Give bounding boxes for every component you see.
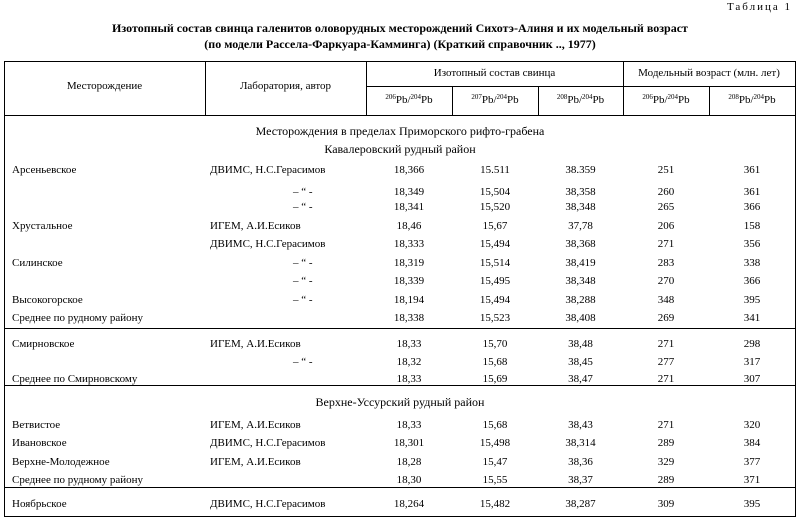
cell-r84: 38,43 (568, 419, 593, 431)
cell-r64: 18,28 (396, 456, 422, 468)
cell-r74: 15,67 (482, 220, 508, 232)
cell-a84: 371 (743, 474, 761, 486)
section-primorsky: Месторождения в пределах Приморского рифто-грабена (255, 124, 545, 138)
cell-r74: 15,68 (482, 356, 508, 368)
cell-lab: – “ - (293, 356, 313, 368)
cell-a64: 329 (657, 456, 675, 468)
cell-a84: 307 (743, 373, 761, 385)
header-lab: Лаборатория, автор (239, 80, 332, 92)
cell-a64: 265 (657, 201, 675, 213)
cell-r64: 18,319 (393, 257, 425, 269)
cell-r64: 18,194 (393, 294, 425, 306)
cell-r74: 15,482 (479, 498, 511, 510)
cell-r74: 15,494 (479, 294, 511, 306)
cell-lab: ДВИМС, Н.С.Герасимов (210, 498, 326, 510)
cell-a84: 377 (743, 456, 761, 468)
cell-lab: – “ - (293, 294, 313, 306)
cell-r74: 15,494 (479, 238, 511, 250)
header-pb208-204: $^{208}$Pb/$^{204}$Pb (556, 93, 605, 106)
cell-r64: 18,349 (393, 186, 425, 198)
header-isotope-group: Изотопный состав свинца (433, 67, 556, 79)
cell-a84: 361 (743, 186, 761, 198)
cell-r84: 38,348 (565, 201, 596, 213)
cell-a84: 317 (743, 356, 761, 368)
cell-r74: 15,523 (479, 312, 511, 324)
cell-lab: – “ - (293, 201, 313, 213)
cell-a64: 269 (657, 312, 675, 324)
cell-r84: 38,348 (565, 275, 596, 287)
cell-a84: 338 (743, 257, 761, 269)
cell-deposit: Среднее по Смирновскому (12, 373, 138, 385)
cell-a64: 271 (657, 238, 675, 250)
cell-a64: 309 (657, 498, 675, 510)
cell-a64: 271 (657, 338, 675, 350)
table-number-label: Таблица 1 (726, 1, 792, 13)
cell-a84: 356 (743, 238, 761, 250)
cell-r84: 38,37 (568, 474, 593, 486)
header-pb206-204: $^{206}$Pb/$^{204}$Pb (385, 93, 433, 106)
header-pb207-204: $^{207}$Pb/$^{204}$Pb (471, 93, 519, 106)
cell-r74: 15,520 (479, 201, 511, 213)
table-title: Изотопный состав свинца галенитов оловорудных месторождений Сихотэ-Алиня и их модельный возраст (112, 21, 688, 35)
cell-r74: 15,69 (482, 373, 508, 385)
cell-r74: 15,68 (482, 419, 508, 431)
table-bottom-border (4, 516, 796, 517)
cell-r64: 18,46 (396, 220, 422, 232)
section-kavalerovsky: Кавалеровский рудный район (324, 142, 476, 156)
cell-deposit: Хрустальное (12, 220, 73, 232)
cell-deposit: Среднее по рудному району (12, 474, 144, 486)
cell-r84: 38,368 (565, 238, 596, 250)
cell-a64: 251 (657, 164, 675, 176)
header-group-divider (366, 86, 796, 87)
cell-a64: 260 (657, 186, 675, 198)
cell-r64: 18,33 (396, 373, 422, 385)
cell-deposit: Силинское (12, 257, 63, 269)
cell-deposit: Смирновское (12, 338, 75, 350)
cell-lab: ИГЕМ, А.И.Есиков (210, 419, 301, 431)
cell-a84: 320 (743, 419, 761, 431)
cell-r64: 18,33 (396, 419, 422, 431)
cell-r74: 15,504 (479, 186, 511, 198)
cell-a84: 361 (743, 164, 761, 176)
cell-r64: 18,32 (396, 356, 422, 368)
cell-r64: 18,338 (393, 312, 425, 324)
cell-lab: ДВИМС, Н.С.Герасимов (210, 164, 326, 176)
cell-r84: 38,408 (565, 312, 596, 324)
cell-a84: 158 (743, 220, 761, 232)
group-divider-1 (4, 328, 796, 329)
header-age-206-204: $^{206}$Pb/$^{204}$Pb (642, 93, 690, 106)
section-verkhne-ussuriysky: Верхне-Уссурский рудный район (315, 395, 485, 409)
cell-r64: 18,301 (393, 437, 425, 449)
cell-r74: 15,495 (479, 275, 511, 287)
cell-a64: 277 (657, 356, 675, 368)
header-age-208-204: $^{208}$Pb/$^{204}$Pb (728, 93, 776, 106)
cell-r64: 18,264 (393, 498, 425, 510)
cell-a64: 283 (657, 257, 675, 269)
cell-deposit: Среднее по рудному району (12, 312, 144, 324)
cell-a64: 270 (657, 275, 675, 287)
cell-a84: 366 (743, 275, 761, 287)
cell-a64: 348 (657, 294, 675, 306)
cell-lab: – “ - (293, 186, 313, 198)
cell-r64: 18,341 (393, 201, 425, 213)
cell-r74: 15,47 (482, 456, 508, 468)
cell-a84: 366 (743, 201, 761, 213)
cell-a64: 271 (657, 419, 675, 431)
cell-r74: 15,70 (482, 338, 508, 350)
cell-r64: 18,33 (396, 338, 422, 350)
cell-lab: ДВИМС, Н.С.Герасимов (210, 437, 326, 449)
cell-r84: 38,419 (565, 257, 596, 269)
cell-r64: 18,339 (393, 275, 425, 287)
cell-r84: 38,288 (565, 294, 596, 306)
cell-r84: 38.359 (565, 164, 596, 176)
cell-r74: 15,514 (479, 257, 511, 269)
cell-r84: 38,36 (568, 456, 593, 468)
cell-a84: 298 (743, 338, 761, 350)
header-bottom-border (4, 115, 796, 116)
cell-r84: 38,48 (568, 338, 593, 350)
table-subtitle: (по модели Рассела-Фаркуара-Камминга) (Краткий справочник .., 1977) (204, 37, 596, 51)
cell-deposit: Ветвистое (12, 419, 61, 431)
cell-lab: – “ - (293, 257, 313, 269)
cell-deposit: Ноябрьское (12, 498, 67, 510)
group-divider-3 (4, 487, 796, 488)
cell-r64: 18,366 (393, 164, 425, 176)
cell-r84: 38,287 (565, 498, 596, 510)
cell-r84: 37,78 (568, 220, 593, 232)
header-age-group: Модельный возраст (млн. лет) (638, 67, 780, 79)
cell-lab: – “ - (293, 275, 313, 287)
cell-a84: 341 (743, 312, 761, 324)
cell-lab: ИГЕМ, А.И.Есиков (210, 220, 301, 232)
cell-lab: ДВИМС, Н.С.Герасимов (210, 238, 326, 250)
cell-r74: 15,55 (482, 474, 508, 486)
cell-r84: 38,47 (568, 373, 593, 385)
cell-a64: 289 (657, 474, 675, 486)
cell-a84: 384 (743, 437, 761, 449)
cell-lab: ИГЕМ, А.И.Есиков (210, 338, 301, 350)
cell-a84: 395 (743, 498, 761, 510)
cell-a64: 289 (657, 437, 675, 449)
cell-deposit: Арсеньевское (12, 164, 77, 176)
cell-r74: 15.511 (480, 164, 510, 176)
cell-a84: 395 (743, 294, 761, 306)
cell-r64: 18,30 (396, 474, 422, 486)
cell-deposit: Верхне-Молодежное (12, 456, 110, 468)
cell-r84: 38,314 (565, 437, 596, 449)
cell-r84: 38,358 (565, 186, 596, 198)
header-deposit: Месторождение (66, 80, 143, 92)
cell-r74: 15,498 (479, 437, 511, 449)
cell-r84: 38,45 (568, 356, 593, 368)
cell-a64: 206 (657, 220, 675, 232)
cell-lab: ИГЕМ, А.И.Есиков (210, 456, 301, 468)
cell-deposit: Высокогорское (12, 294, 83, 306)
cell-a64: 271 (657, 373, 675, 385)
cell-r64: 18,333 (393, 238, 425, 250)
cell-deposit: Ивановское (12, 437, 67, 449)
table-top-border (4, 61, 796, 62)
